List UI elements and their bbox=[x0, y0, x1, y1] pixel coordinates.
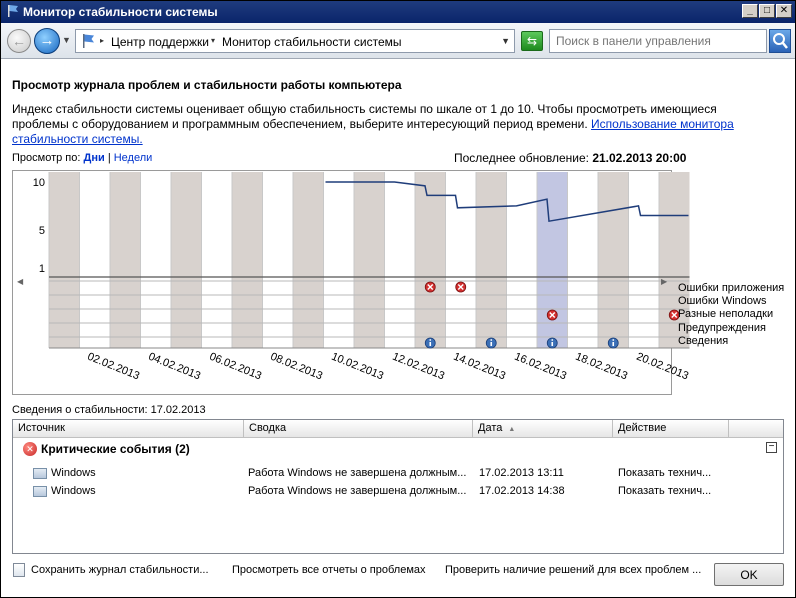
minimize-button[interactable]: _ bbox=[742, 4, 758, 18]
day-column bbox=[415, 172, 446, 348]
back-button[interactable] bbox=[7, 29, 31, 53]
column-header-summary[interactable] bbox=[244, 420, 473, 438]
scroll-right-icon[interactable]: ▶ bbox=[661, 277, 668, 286]
column-header-label: Действие bbox=[618, 422, 667, 434]
cell-source: Windows bbox=[51, 467, 96, 479]
legend-information: Сведения bbox=[678, 334, 729, 347]
day-column bbox=[629, 172, 660, 348]
critical-error-icon: ✕ bbox=[23, 442, 37, 456]
search-icon bbox=[770, 30, 790, 52]
day-column bbox=[385, 172, 416, 348]
group-label: Критические события (2) bbox=[41, 442, 190, 456]
x-tick-label: 14.02.2013 bbox=[451, 350, 508, 383]
view-by-label: Просмотр по: bbox=[12, 152, 81, 164]
day-column bbox=[354, 172, 385, 348]
cell-summary: Работа Windows не завершена должным... bbox=[248, 467, 467, 479]
chart-legend bbox=[678, 282, 784, 348]
day-column bbox=[293, 172, 324, 348]
cell-action[interactable]: Показать технич... bbox=[618, 485, 712, 497]
search-button[interactable] bbox=[769, 29, 791, 53]
view-by-selector bbox=[12, 152, 152, 164]
day-column bbox=[110, 172, 141, 348]
group-critical-events[interactable] bbox=[23, 440, 777, 460]
address-bar bbox=[1, 23, 795, 59]
x-tick-label: 10.02.2013 bbox=[329, 350, 386, 383]
chevron-right-icon[interactable]: ▾ bbox=[211, 36, 216, 45]
search-input[interactable] bbox=[549, 29, 767, 53]
scroll-left-icon[interactable]: ◀ bbox=[17, 277, 24, 286]
day-column bbox=[507, 172, 538, 348]
info-mark bbox=[429, 342, 431, 346]
cell-action[interactable]: Показать технич... bbox=[618, 467, 712, 479]
day-column bbox=[568, 172, 599, 348]
day-column bbox=[49, 172, 80, 348]
selected-day-column bbox=[537, 172, 568, 348]
day-column bbox=[446, 172, 477, 348]
legend-misc-failures: Разные неполадки bbox=[678, 308, 774, 321]
description-text: Индекс стабильности системы оценивает общую стабильность системы по шкале от 1 до 10. Чтобы просмотреть имеющиеся проблемы с оборудованием и программным обеспечением, выберите интересующий период времени. bbox=[12, 102, 717, 131]
info-dot bbox=[612, 339, 614, 341]
windows-icon bbox=[33, 486, 47, 497]
events-table bbox=[12, 419, 784, 554]
windows-icon bbox=[33, 468, 47, 479]
table-row[interactable] bbox=[13, 465, 783, 483]
column-header-source[interactable] bbox=[13, 420, 244, 438]
view-days-link[interactable]: Дни bbox=[83, 152, 105, 164]
flag-app-icon bbox=[6, 4, 20, 18]
day-column bbox=[232, 172, 263, 348]
column-header-label: Дата bbox=[478, 422, 503, 434]
legend-app-errors: Ошибки приложения bbox=[678, 282, 785, 294]
legend-warnings: Предупреждения bbox=[678, 321, 766, 334]
arrow-right-icon: → bbox=[39, 32, 55, 49]
collapse-icon[interactable]: − bbox=[766, 442, 777, 453]
view-all-reports-link[interactable]: Просмотреть все отчеты о проблемах bbox=[232, 564, 426, 576]
day-column bbox=[80, 172, 111, 348]
day-column bbox=[598, 172, 629, 348]
day-column bbox=[141, 172, 172, 348]
forward-button[interactable] bbox=[34, 28, 60, 54]
info-dot bbox=[551, 339, 553, 341]
x-tick-label: 16.02.2013 bbox=[512, 350, 569, 383]
info-mark bbox=[551, 342, 553, 346]
x-tick-label: 12.02.2013 bbox=[390, 350, 447, 383]
check-solutions-link[interactable]: Проверить наличие решений для всех проблем ... bbox=[445, 564, 702, 576]
flag-icon bbox=[80, 33, 96, 49]
info-dot bbox=[490, 339, 492, 341]
ok-button[interactable]: OK bbox=[714, 563, 784, 586]
cell-date: 17.02.2013 14:38 bbox=[479, 485, 565, 497]
save-history-link[interactable]: Сохранить журнал стабильности... bbox=[31, 564, 209, 576]
last-update-value: 21.02.2013 20:00 bbox=[592, 151, 687, 165]
cell-source: Windows bbox=[51, 485, 96, 497]
refresh-icon: ⇆ bbox=[526, 34, 538, 48]
sort-ascending-icon: ▲ bbox=[508, 426, 516, 433]
x-tick-label: 06.02.2013 bbox=[207, 350, 264, 383]
column-header-empty bbox=[729, 420, 783, 438]
x-tick-label: 04.02.2013 bbox=[146, 350, 203, 383]
x-tick-label: 20.02.2013 bbox=[634, 350, 691, 383]
info-mark bbox=[490, 342, 492, 346]
column-header-label: Источник bbox=[18, 422, 65, 434]
breadcrumb[interactable] bbox=[75, 29, 515, 53]
day-column bbox=[324, 172, 355, 348]
title-bar[interactable] bbox=[1, 1, 795, 23]
table-row[interactable] bbox=[13, 483, 783, 501]
column-header-action[interactable] bbox=[613, 420, 729, 438]
page-title: Просмотр журнала проблем и стабильности работы компьютера bbox=[12, 78, 402, 92]
info-mark bbox=[612, 342, 614, 346]
window-title: Монитор стабильности системы bbox=[23, 5, 218, 19]
history-dropdown-icon[interactable]: ▼ bbox=[62, 35, 71, 45]
legend-windows-errors: Ошибки Windows bbox=[678, 295, 767, 308]
day-column bbox=[476, 172, 507, 348]
arrow-left-icon: ← bbox=[12, 33, 26, 49]
stability-chart-canvas[interactable] bbox=[13, 171, 691, 394]
view-weeks-link[interactable]: Недели bbox=[113, 152, 153, 164]
info-dot bbox=[429, 339, 431, 341]
y-tick-label: 1 bbox=[38, 263, 45, 275]
maximize-button[interactable]: □ bbox=[759, 4, 775, 18]
cell-summary: Работа Windows не завершена должным... bbox=[248, 485, 467, 497]
close-button[interactable]: ✕ bbox=[776, 4, 792, 18]
details-title: Сведения о стабильности: 17.02.2013 bbox=[12, 404, 206, 416]
x-tick-label: 18.02.2013 bbox=[573, 350, 630, 383]
refresh-button[interactable] bbox=[521, 31, 543, 51]
last-update bbox=[454, 151, 686, 165]
breadcrumb-item-stability-monitor[interactable]: Монитор стабильности системы bbox=[222, 35, 402, 49]
y-tick-label: 10 bbox=[32, 177, 45, 189]
view-separator: | bbox=[107, 152, 111, 164]
document-icon bbox=[13, 563, 25, 577]
x-tick-label: 02.02.2013 bbox=[85, 350, 142, 383]
day-column bbox=[202, 172, 233, 348]
day-column bbox=[171, 172, 202, 348]
stability-chart[interactable] bbox=[12, 170, 691, 395]
last-update-label: Последнее обновление: bbox=[454, 151, 589, 165]
column-header-date[interactable] bbox=[473, 420, 613, 438]
day-column bbox=[263, 172, 294, 348]
help-link[interactable]: Использование монитора стабильности системы. bbox=[12, 117, 734, 146]
chevron-right-icon[interactable]: ▸ bbox=[100, 36, 105, 45]
column-header-label: Сводка bbox=[249, 422, 287, 434]
breadcrumb-item-support-center[interactable]: Центр поддержки bbox=[111, 35, 209, 49]
page-description bbox=[12, 102, 772, 147]
y-tick-label: 5 bbox=[38, 224, 45, 237]
chevron-down-icon[interactable]: ▼ bbox=[501, 36, 510, 46]
x-tick-label: 08.02.2013 bbox=[268, 350, 325, 383]
cell-date: 17.02.2013 13:11 bbox=[479, 467, 564, 479]
